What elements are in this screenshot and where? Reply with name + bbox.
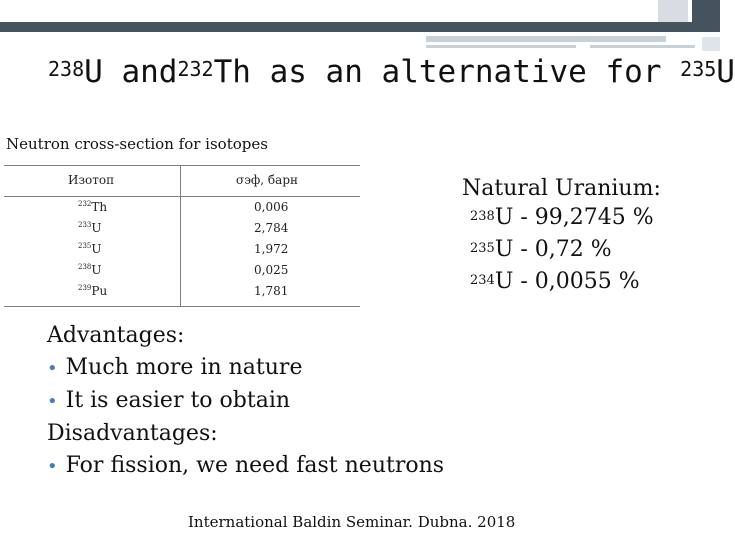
bullet-icon: • (47, 456, 58, 477)
table-row (4, 282, 360, 303)
disadvantages-heading: Disadvantages: (47, 421, 218, 446)
value-cell: 0,025 (254, 263, 289, 277)
isotope-abundance: $^{235}$U - 0,72 % (470, 237, 612, 262)
value-cell: 0,006 (254, 200, 289, 214)
header-band (0, 22, 720, 32)
table-header (4, 166, 360, 197)
table-row (4, 240, 360, 261)
value-cell: 1,972 (254, 242, 289, 256)
value-cell: 1,781 (254, 284, 289, 298)
pros-cons-list (47, 320, 444, 483)
isotope-cell: $^{239}$Pu (78, 284, 108, 298)
title-text-1: U and (84, 54, 178, 90)
value-cell: 2,784 (254, 221, 289, 235)
slide-title (48, 54, 735, 90)
title-mass-3: 235 (680, 57, 717, 81)
table-caption: Neutron cross-section for isotopes (6, 135, 268, 153)
title-text-3: U (716, 54, 735, 90)
isotope-abundance: $^{234}$U - 0,0055 % (470, 269, 640, 294)
bullet-icon: • (47, 358, 58, 379)
header-corner-block (692, 0, 720, 22)
list-item: • Much more in nature (47, 355, 303, 380)
natural-uranium-block (462, 174, 661, 299)
decorative-line (590, 45, 695, 48)
header-corner-block-light (658, 0, 688, 22)
table-row (4, 261, 360, 282)
isotope-cell: $^{238}$U (78, 263, 102, 277)
title-mass-1: 238 (48, 57, 85, 81)
decorative-corner (702, 37, 720, 51)
list-item: • It is easier to obtain (47, 388, 291, 413)
header-cross-section: σэф, барн (236, 173, 298, 187)
natural-uranium-heading: Natural Uranium: (462, 176, 661, 201)
decorative-line (426, 45, 576, 48)
isotope-abundance: $^{238}$U - 99,2745 % (470, 205, 654, 230)
decorative-line (426, 36, 666, 42)
slide-footer: International Baldin Seminar. Dubna. 2018 (188, 513, 516, 531)
isotope-cell: $^{233}$U (78, 221, 102, 235)
list-item: • For fission, we need fast neutrons (47, 453, 445, 478)
table-row (4, 219, 360, 240)
header-isotope: Изотоп (68, 173, 115, 187)
table-row (4, 198, 360, 219)
advantages-heading: Advantages: (47, 323, 185, 348)
title-mass-2: 232 (177, 57, 214, 81)
isotope-table (4, 165, 360, 307)
isotope-cell: $^{235}$U (78, 242, 102, 256)
bullet-icon: • (47, 391, 58, 412)
isotope-cell: $^{232}$Th (78, 200, 108, 214)
title-text-2: Th as an alternative for (213, 54, 681, 90)
